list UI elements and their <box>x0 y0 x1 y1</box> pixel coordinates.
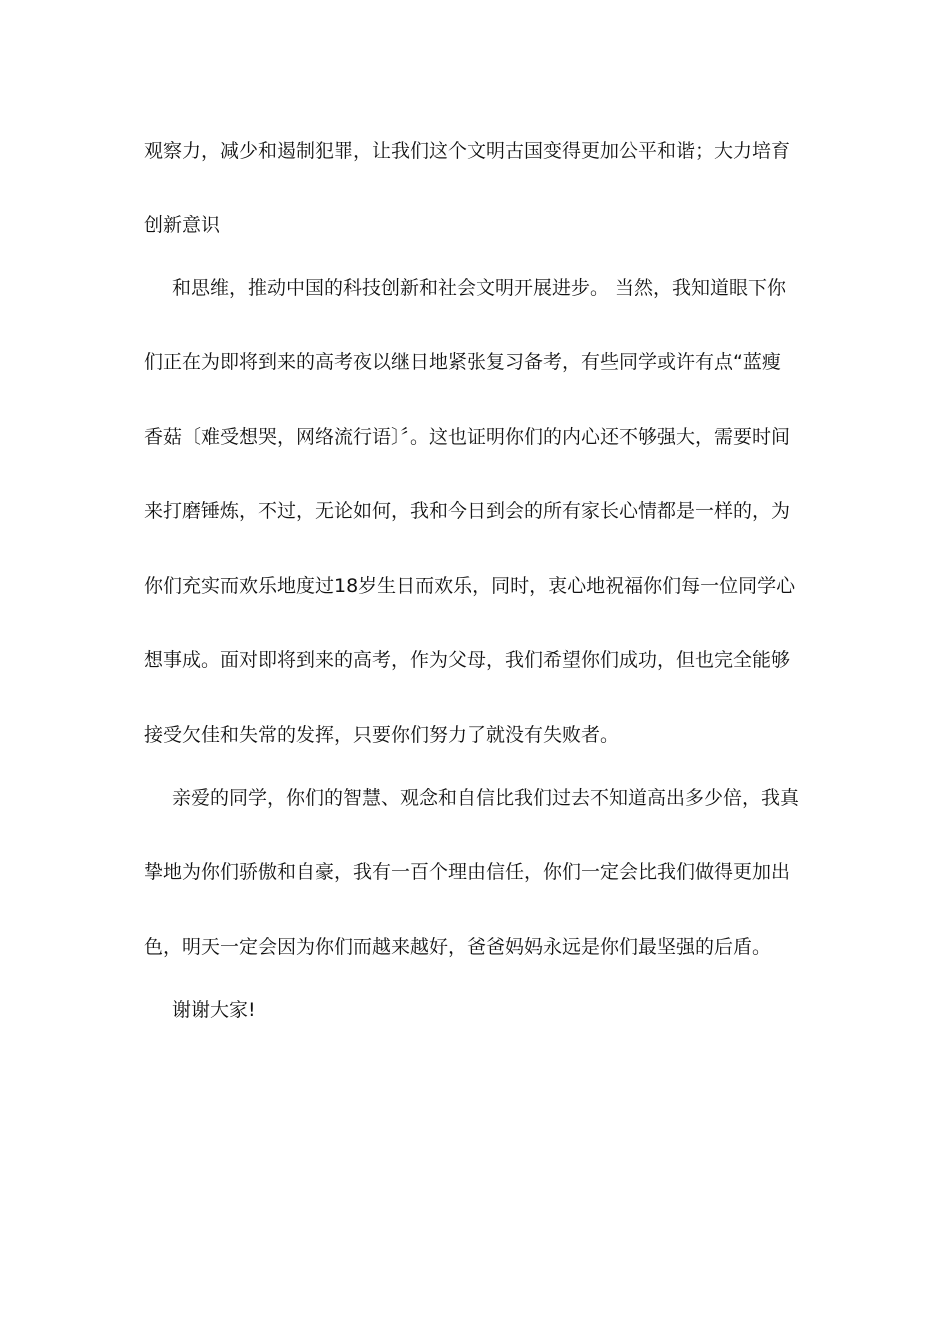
text-line-2: 创新意识 <box>144 214 221 236</box>
text-line-11: 挚地为你们骄傲和自豪，我有一百个理由信任，你们一定会比我们做得更加出 <box>144 861 791 883</box>
text-line-1: 观察力，减少和遏制犯罪，让我们这个文明古国变得更加公平和谐；大力培育 <box>144 140 791 162</box>
text-line-10: 亲爱的同学，你们的智慧、观念和自信比我们过去不知道高出多少倍，我真 <box>172 787 800 809</box>
text-line-7: 你们充实而欢乐地度过18岁生日而欢乐，同时，衷心地祝福你们每一位同学心 <box>144 575 796 597</box>
text-line-3: 和思维，推动中国的科技创新和社会文明开展进步。 当然，我知道眼下你 <box>172 277 787 299</box>
text-line-6: 来打磨锤炼，不过，无论如何，我和今日到会的所有家长心情都是一样的，为 <box>144 500 791 522</box>
text-line-4: 们正在为即将到来的高考夜以继日地紧张复习备考，有些同学或许有点“蓝瘦 <box>144 351 781 373</box>
text-line-5: 香菇〔难受想哭，网络流行语〕〞。这也证明你们的内心还不够强大，需要时间 <box>144 426 791 448</box>
text-line-9: 接受欠佳和失常的发挥，只要你们努力了就没有失败者。 <box>144 724 620 746</box>
text-line-13: 谢谢大家! <box>172 999 256 1021</box>
text-line-12: 色，明天一定会因为你们而越来越好，爸爸妈妈永远是你们最坚强的后盾。 <box>144 936 772 958</box>
text-line-8: 想事成。面对即将到来的高考，作为父母，我们希望你们成功，但也完全能够 <box>144 649 791 671</box>
